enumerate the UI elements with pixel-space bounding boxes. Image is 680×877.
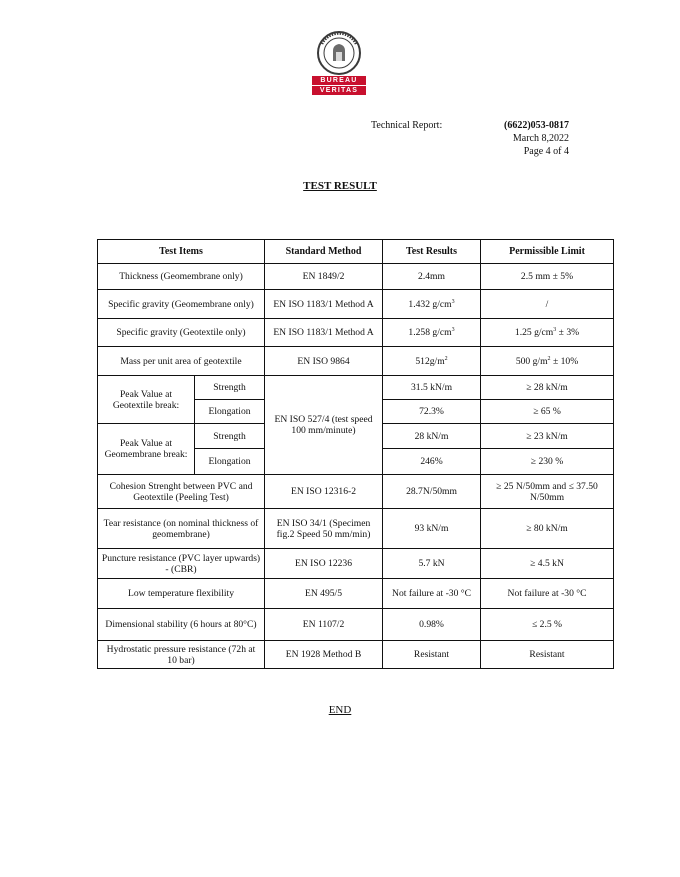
cell-item: Dimensional stability (6 hours at 80°C) — [98, 609, 265, 641]
cell-item-geotextile-break: Peak Value at Geotextile break: — [98, 376, 195, 424]
cell-limit: ≥ 28 kN/m — [481, 376, 614, 400]
cell-method: EN ISO 34/1 (Specimen fig.2 Speed 50 mm/min) — [265, 509, 383, 549]
col-header-standard-method: Standard Method — [265, 240, 383, 264]
cell-item: Low temperature flexibility — [98, 579, 265, 609]
cell-method: EN ISO 12236 — [265, 549, 383, 579]
cell-result: $512g/m^2$ — [383, 347, 481, 376]
cell-subitem: Elongation — [195, 400, 265, 424]
cell-result: 1.432 $g/cm^3$ — [383, 290, 481, 319]
cell-item: Mass per unit area of geotextile — [98, 347, 265, 376]
cell-result: 0.98% — [383, 609, 481, 641]
table-row — [98, 264, 614, 290]
cell-method: EN 1928 Method B — [265, 641, 383, 669]
logo-word-bureau: BUREAU — [312, 76, 366, 85]
page-number: Page 4 of 4 — [523, 146, 569, 157]
cell-result: 28 kN/m — [383, 424, 481, 449]
report-date: March 8,2022 — [512, 133, 569, 144]
end-marker: END — [328, 704, 352, 716]
cell-item: Cohesion Strenght between PVC and Geotextile (Peeling Test) — [98, 475, 265, 509]
cell-item: Specific gravity (Geomembrane only) — [98, 290, 265, 319]
cell-result: 246% — [383, 449, 481, 475]
cell-item-geomembrane-break: Peak Value at Geomembrane break: — [98, 424, 195, 475]
cell-result: 1.258 $g/cm^3$ — [383, 319, 481, 347]
cell-limit: Resistant — [481, 641, 614, 669]
table-row — [98, 549, 614, 579]
cell-method-en-iso-527: EN ISO 527/4 (test speed 100 mm/minute) — [265, 376, 383, 475]
cell-limit: ≥ 25 N/50mm and ≤ 37.50 N/50mm — [481, 475, 614, 509]
cell-method: EN 1849/2 — [265, 264, 383, 290]
cell-method: EN ISO 1183/1 Method A — [265, 319, 383, 347]
cell-limit: ≥ 65 % — [481, 400, 614, 424]
cell-limit: ≥ 4.5 kN — [481, 549, 614, 579]
cell-limit: ≥ 80 kN/m — [481, 509, 614, 549]
cell-item: Hydrostatic pressure resistance (72h at 10 bar) — [98, 641, 265, 669]
cell-limit: 1.25 $g/cm^3 \pm 3\%$ — [481, 319, 614, 347]
cell-subitem: Elongation — [195, 449, 265, 475]
table-row — [98, 641, 614, 669]
table-row — [98, 475, 614, 509]
cell-method: EN 495/5 — [265, 579, 383, 609]
cell-method: EN ISO 12316-2 — [265, 475, 383, 509]
cell-result: Not failure at -30 °C — [383, 579, 481, 609]
cell-result: 2.4mm — [383, 264, 481, 290]
table-row — [98, 319, 614, 347]
cell-method: EN ISO 9864 — [265, 347, 383, 376]
table-row — [98, 609, 614, 641]
cell-limit: / — [481, 290, 614, 319]
cell-item: Thickness (Geomembrane only) — [98, 264, 265, 290]
col-header-permissible-limit: Permissible Limit — [481, 240, 614, 264]
table-row — [98, 376, 614, 400]
page-title: TEST RESULT — [303, 180, 377, 192]
cell-item: Tear resistance (on nominal thickness of geomembrane) — [98, 509, 265, 549]
cell-limit: ≤ 2.5 % — [481, 609, 614, 641]
cell-result: 31.5 kN/m — [383, 376, 481, 400]
cell-limit: ≥ 23 kN/m — [481, 424, 614, 449]
table-row — [98, 509, 614, 549]
cell-method: EN 1107/2 — [265, 609, 383, 641]
seal-icon — [312, 30, 366, 76]
cell-result: 93 kN/m — [383, 509, 481, 549]
cell-limit: 2.5 mm ± 5% — [481, 264, 614, 290]
col-header-test-items: Test Items — [98, 240, 265, 264]
bureau-veritas-logo — [312, 30, 366, 95]
report-label: Technical Report: — [371, 120, 443, 131]
logo-word-veritas: VERITAS — [312, 86, 366, 95]
cell-method: EN ISO 1183/1 Method A — [265, 290, 383, 319]
test-result-table — [97, 239, 614, 669]
cell-result: 72.3% — [383, 400, 481, 424]
cell-subitem: Strength — [195, 424, 265, 449]
table-row — [98, 347, 614, 376]
cell-result: 5.7 kN — [383, 549, 481, 579]
cell-subitem: Strength — [195, 376, 265, 400]
cell-result: Resistant — [383, 641, 481, 669]
table-row — [98, 290, 614, 319]
report-number: (6622)053-0817 — [504, 120, 569, 131]
col-header-test-results: Test Results — [383, 240, 481, 264]
cell-limit: ≥ 230 % — [481, 449, 614, 475]
cell-item: Specific gravity (Geotextile only) — [98, 319, 265, 347]
cell-limit: Not failure at -30 °C — [481, 579, 614, 609]
cell-limit: 500 $g/m^2 \pm 10\%$ — [481, 347, 614, 376]
table-header-row — [98, 240, 614, 264]
cell-result: 28.7N/50mm — [383, 475, 481, 509]
table-row — [98, 579, 614, 609]
cell-item: Puncture resistance (PVC layer upwards) - (CBR) — [98, 549, 265, 579]
